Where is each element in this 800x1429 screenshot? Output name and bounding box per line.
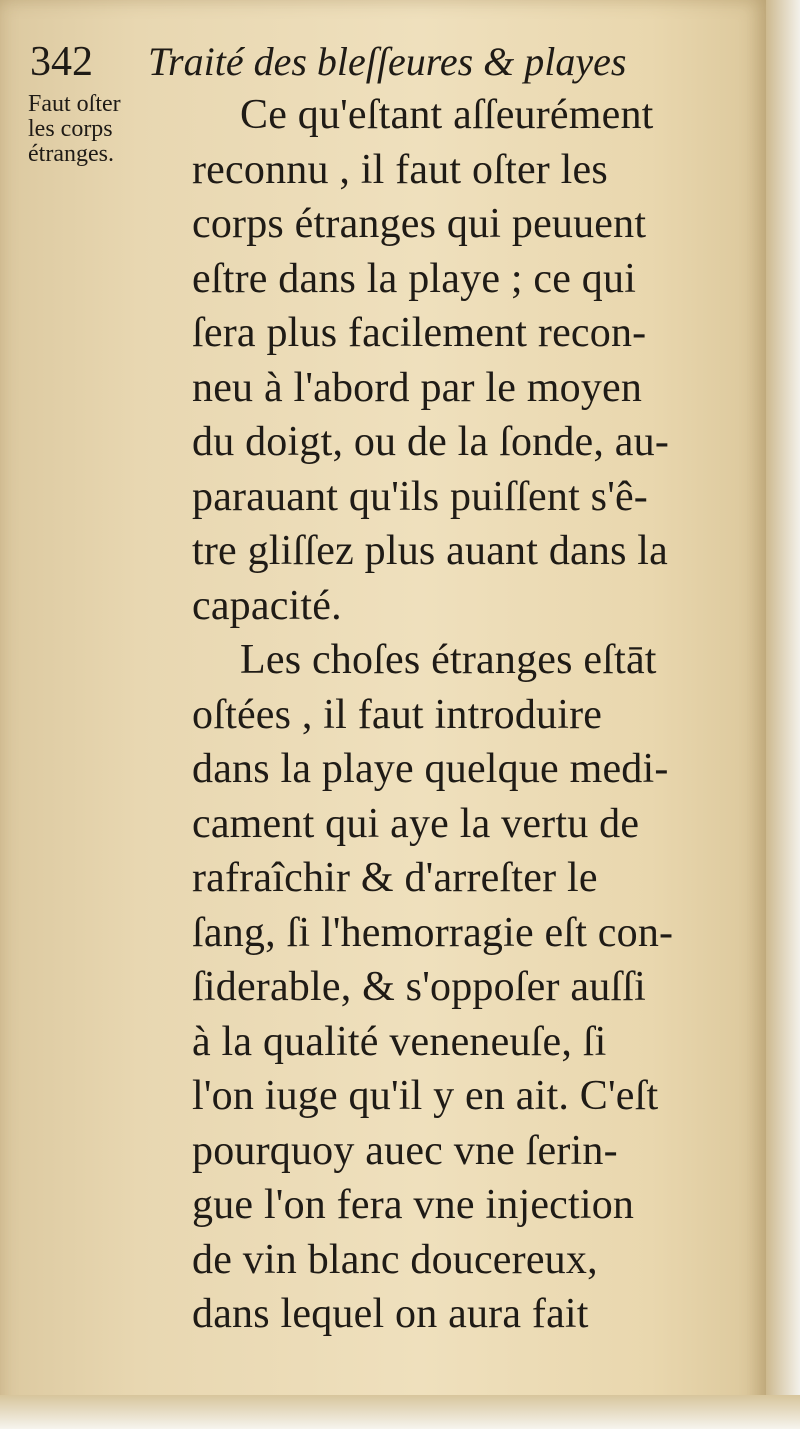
- text-line: de vin blanc doucereux,: [192, 1236, 598, 1283]
- text-line: ſera plus facilement recon-: [192, 310, 647, 356]
- text-line: Ce qu'eſtant aſſeurément: [240, 92, 654, 138]
- page-number: 342: [30, 39, 93, 85]
- page-edge-bottom: [0, 1395, 800, 1429]
- margin-note-line: les corps: [28, 116, 113, 142]
- body-text: [192, 88, 722, 1342]
- text-line: dans lequel on aura fait: [192, 1291, 589, 1337]
- text-line: cament qui aye la vertu de: [192, 800, 640, 847]
- page-header: [30, 32, 750, 92]
- text-line: gue l'on fera vne injection: [192, 1182, 635, 1228]
- margin-note-line: Faut oſter: [28, 91, 121, 117]
- text-line: eſtre dans la playe ; ce qui: [192, 255, 637, 302]
- text-line: à la qualité veneneuſe, ſi: [192, 1018, 607, 1065]
- text-line: reconnu , il faut oſter les: [192, 146, 608, 193]
- text-line: ſiderable, & s'oppoſer auſſi: [192, 964, 647, 1010]
- text-line: dans la playe quelque medi-: [192, 746, 669, 792]
- text-line: l'on iuge qu'il y en ait. C'eſt: [192, 1073, 659, 1119]
- margin-note: [28, 92, 188, 167]
- text-line: tre gliſſez plus auant dans la: [192, 528, 669, 574]
- page-edge-right: [766, 0, 800, 1429]
- text-line: parauant qu'ils puiſſent s'ê-: [192, 473, 648, 520]
- text-line: corps étranges qui peuuent: [192, 201, 647, 247]
- text-line: ſang, ſi l'hemorragie eſt con-: [192, 909, 674, 956]
- text-line: oſtées , il faut introduire: [192, 691, 603, 738]
- margin-note-line: étranges.: [28, 141, 114, 167]
- text-line: du doigt, ou de la ſonde, au-: [192, 419, 670, 465]
- text-line: Les choſes étranges eſtāt: [240, 637, 657, 683]
- text-line: pourquoy auec vne ſerin-: [192, 1127, 618, 1174]
- running-title: Traité des bleſſeures & playes: [148, 39, 627, 84]
- text-line: neu à l'abord par le moyen: [192, 364, 643, 411]
- text-line: rafraîchir & d'arreſter le: [192, 855, 598, 901]
- text-line: capacité.: [192, 582, 342, 629]
